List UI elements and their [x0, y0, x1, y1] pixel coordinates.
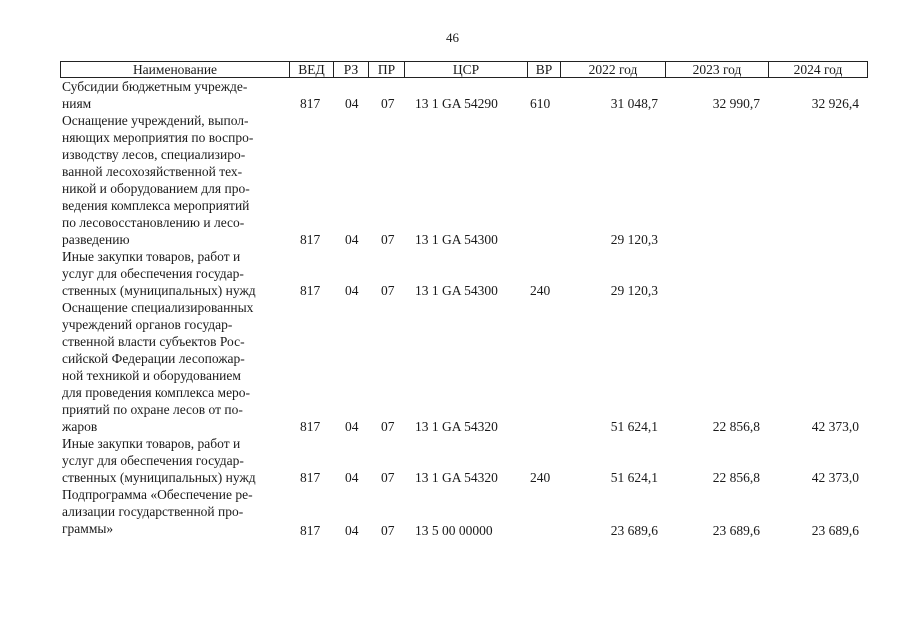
- row-2022: 29 120,3: [610, 283, 658, 298]
- row-2023: 22 856,8: [712, 470, 760, 485]
- column-header-2023: 2023 год: [666, 62, 769, 77]
- row-name: Оснащение учреждений, выпол- няющих мероприятия по воспро- изводству лесов, специализиро- ванной лесохозяйственной тех- никой и оборудованием для про- ведения комплекса мероприятий по лесовосстановлению и лесо- разведению: [62, 113, 254, 247]
- row-csr: 13 1 GA 54320: [415, 470, 498, 485]
- row-csr: 13 1 GA 54320: [415, 419, 498, 434]
- row-2024: 42 373,0: [811, 470, 859, 485]
- column-header-2022: 2022 год: [561, 62, 666, 77]
- column-header-vr: ВР: [528, 62, 561, 77]
- row-pr: 07: [381, 419, 395, 434]
- column-header-pr: ПР: [369, 62, 405, 77]
- row-2022: 51 624,1: [610, 470, 658, 485]
- row-name: Оснащение специализированных учреждений органов государ- ственной власти субъектов Рос- сийской Федерации лесопожар- ной техникой и оборудованием для проведения комплекса меро- приятий по охране лесов от по- жаров: [62, 300, 254, 434]
- row-2023: 22 856,8: [712, 419, 760, 434]
- row-ved: 817: [300, 96, 321, 111]
- row-2024: 32 926,4: [811, 96, 859, 111]
- row-2022: 29 120,3: [610, 232, 658, 247]
- row-ved: 817: [300, 470, 321, 485]
- row-pr: 07: [381, 283, 395, 298]
- row-name: Иные закупки товаров, работ и услуг для обеспечения государ- ственных (муниципальных) нужд: [62, 249, 256, 298]
- row-pr: 07: [381, 470, 395, 485]
- row-ved: 817: [300, 419, 321, 434]
- row-2023: 23 689,6: [712, 523, 760, 538]
- row-pr: 07: [381, 96, 395, 111]
- row-vr: 610: [530, 96, 551, 111]
- row-ved: 817: [300, 523, 321, 538]
- row-csr: 13 1 GA 54290: [415, 96, 498, 111]
- row-rz: 04: [345, 96, 359, 111]
- row-csr: 13 5 00 00000: [415, 523, 493, 538]
- row-vr: 240: [530, 283, 551, 298]
- row-ved: 817: [300, 232, 321, 247]
- row-name: Иные закупки товаров, работ и услуг для обеспечения государ- ственных (муниципальных) нужд: [62, 436, 256, 485]
- row-2024: 42 373,0: [811, 419, 859, 434]
- row-2022: 51 624,1: [610, 419, 658, 434]
- row-2022: 31 048,7: [610, 96, 658, 111]
- row-name: Подпрограмма «Обеспечение ре- ализации государственной про- граммы»: [62, 487, 253, 536]
- row-2024: 23 689,6: [811, 523, 859, 538]
- row-rz: 04: [345, 419, 359, 434]
- row-csr: 13 1 GA 54300: [415, 232, 498, 247]
- row-csr: 13 1 GA 54300: [415, 283, 498, 298]
- row-pr: 07: [381, 523, 395, 538]
- row-rz: 04: [345, 283, 359, 298]
- row-ved: 817: [300, 283, 321, 298]
- column-header-2024: 2024 год: [793, 62, 843, 77]
- row-rz: 04: [345, 523, 359, 538]
- row-rz: 04: [345, 232, 359, 247]
- column-header-ved: ВЕД: [290, 62, 334, 77]
- row-2022: 23 689,6: [610, 523, 658, 538]
- row-rz: 04: [345, 470, 359, 485]
- table-header: [60, 61, 868, 78]
- column-header-rz: РЗ: [334, 62, 369, 77]
- row-pr: 07: [381, 232, 395, 247]
- row-vr: 240: [530, 470, 551, 485]
- page-number: 46: [446, 30, 459, 45]
- column-header-csr: ЦСР: [405, 62, 528, 77]
- row-name: Субсидии бюджетным учрежде- ниям: [62, 79, 248, 111]
- row-2023: 32 990,7: [712, 96, 760, 111]
- column-header-name: Наименование: [61, 62, 290, 77]
